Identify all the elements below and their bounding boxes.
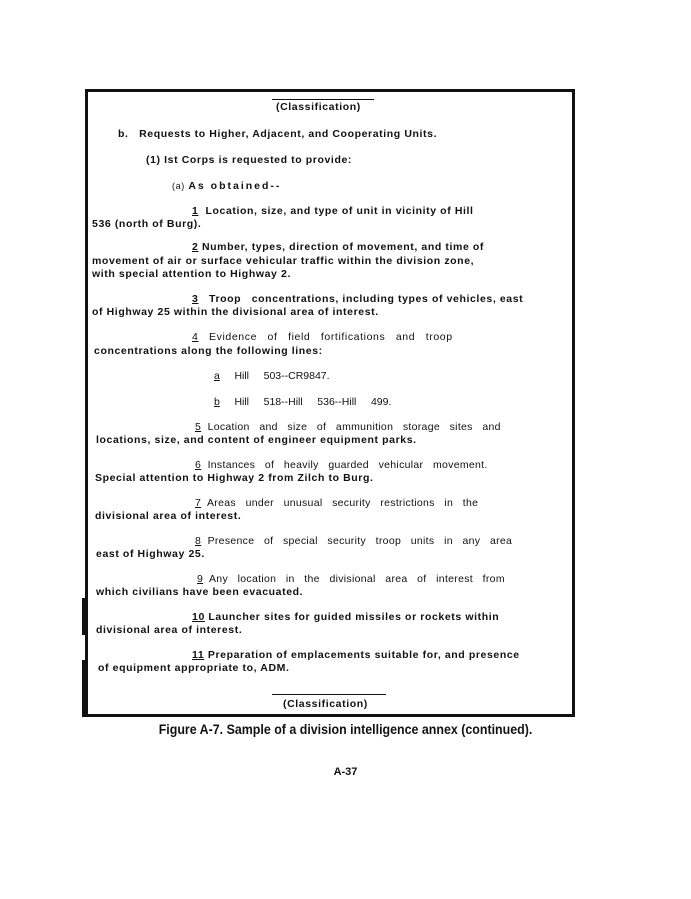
item-5-line2: locations, size, and content of engineer equipment parks. <box>96 434 417 446</box>
classification-top: (Classification) <box>276 101 361 113</box>
item-9-line2: which civilians have been evacuated. <box>96 586 304 598</box>
item-11-line1: 11 Preparation of emplacements suitable for, and presence <box>192 649 520 661</box>
item-11-line2: of equipment appropriate to, ADM. <box>98 662 290 674</box>
item-1-line2: 536 (north of Burg). <box>92 218 202 230</box>
subitem-b: b Hill 518--Hill 536--Hill 499. <box>214 396 392 408</box>
item-1-number: 1 <box>192 205 199 217</box>
item-2-line3: with special attention to Highway 2. <box>92 268 291 280</box>
item-8-number: 8 <box>195 535 202 547</box>
item-7-number: 7 <box>195 497 202 509</box>
item-2-number: 2 <box>192 241 199 253</box>
item-5-line1: 5 Location and size of ammunition storage sites and <box>195 421 501 433</box>
item-2-line1: 2 Number, types, direction of movement, and time of <box>192 241 485 253</box>
change-bar-upper <box>82 598 85 635</box>
item-5-number: 5 <box>195 421 202 433</box>
classification-top-rule <box>272 99 374 100</box>
para-a <box>172 180 281 192</box>
page-number: A-37 <box>333 766 358 778</box>
subitem-a: a Hill 503--CR9847. <box>214 370 330 382</box>
item-10-line1: 10 Launcher sites for guided missiles or rockets within <box>192 611 500 623</box>
figure-caption: Figure A-7. Sample of a division intelligence annex (continued). <box>158 722 533 737</box>
item-10-number: 10 <box>192 611 205 623</box>
item-4-number: 4 <box>192 331 199 343</box>
para-a-label: (a) <box>172 181 185 191</box>
item-3-line2: of Highway 25 within the divisional area of interest. <box>92 306 379 318</box>
change-bar-lower <box>82 660 85 717</box>
item-6-line1: 6 Instances of heavily guarded vehicular movement. <box>195 459 488 471</box>
item-2-line2: movement of air or surface vehicular traffic within the division zone, <box>92 255 475 267</box>
item-9-line1: 9 Any location in the divisional area of interest from <box>197 573 505 585</box>
para-b: b. Requests to Higher, Adjacent, and Cooperating Units. <box>118 128 438 140</box>
item-4-line2: concentrations along the following lines: <box>94 345 323 357</box>
item-4-line1: 4 Evidence of field fortifications and troop <box>192 331 453 343</box>
item-9-number: 9 <box>197 573 204 585</box>
para-a-text: As obtained-- <box>188 180 282 192</box>
item-6-line2: Special attention to Highway 2 from Zilch to Burg. <box>95 472 374 484</box>
item-10-line2: divisional area of interest. <box>96 624 243 636</box>
item-8-line2: east of Highway 25. <box>96 548 205 560</box>
item-8-line1: 8 Presence of special security troop units in any area <box>195 535 513 547</box>
item-3-number: 3 <box>192 293 199 305</box>
para-1: (1) Ist Corps is requested to provide: <box>146 154 352 166</box>
item-7-line2: divisional area of interest. <box>95 510 242 522</box>
classification-bottom: (Classification) <box>283 698 368 710</box>
classification-bottom-rule <box>272 694 386 695</box>
item-6-number: 6 <box>195 459 202 471</box>
item-3-line1: 3 Troop concentrations, including types of vehicles, east <box>192 293 524 305</box>
item-1-line1: 1 Location, size, and type of unit in vicinity of Hill <box>192 205 474 217</box>
item-11-number: 11 <box>192 649 205 661</box>
item-7-line1: 7 Areas under unusual security restrictions in the <box>195 497 479 509</box>
